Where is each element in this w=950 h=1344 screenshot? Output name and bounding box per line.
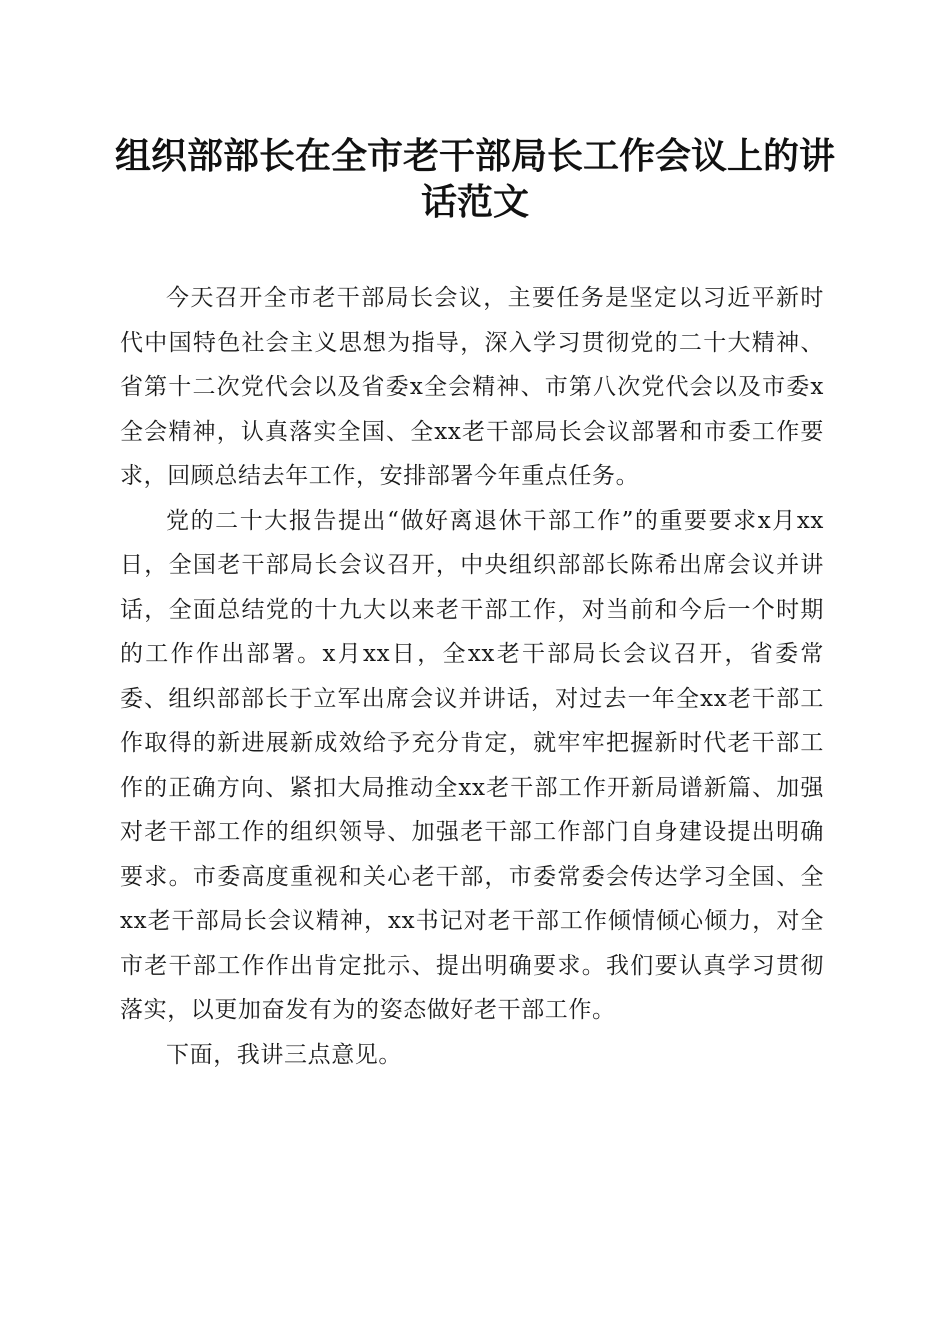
paragraph-2: 党的二十大报告提出“做好离退休干部工作”的重要要求x月xx日，全国老干部局长会议召开，中央组织部部长陈希出席会议并讲话，全面总结党的十九大以来老干部工作，对当前和今后一个时期的工作作出部署。x月xx日，全xx老干部局长会议召开，省委常委、组织部部长于立军出席会议并讲话，对过去一年全xx老干部工作取得的新进展新成效给予充分肯定，就牢牢把握新时代老干部工作的正确方向、紧扣大局推动全xx老干部工作开新局谱新篇、加强对老干部工作的组织领导、加强老干部工作部门自身建设提出明确要求。市委高度重视和关心老干部，市委常委会传达学习全国、全xx老干部局长会议精神，xx书记对老干部工作倾情倾心倾力，对全市老干部工作作出肯定批示、提出明确要求。我们要认真学习贯彻落实，以更加奋发有为的姿态做好老干部工作。 [120, 507, 824, 1023]
paragraph-3: 下面，我讲三点意见。 [166, 1041, 402, 1068]
document-title: 组织部部长在全市老干部局长工作会议上的讲话范文 [114, 135, 835, 223]
document-body [120, 276, 824, 1077]
paragraph-1: 今天召开全市老干部局长会议，主要任务是坚定以习近平新时代中国特色社会主义思想为指导，深入学习贯彻党的二十大精神、省第十二次党代会以及省委x全会精神、市第八次党代会以及市委x全会精神，认真落实全国、全xx老干部局长会议部署和市委工作要求，回顾总结去年工作，安排部署今年重点任务。 [120, 285, 824, 489]
